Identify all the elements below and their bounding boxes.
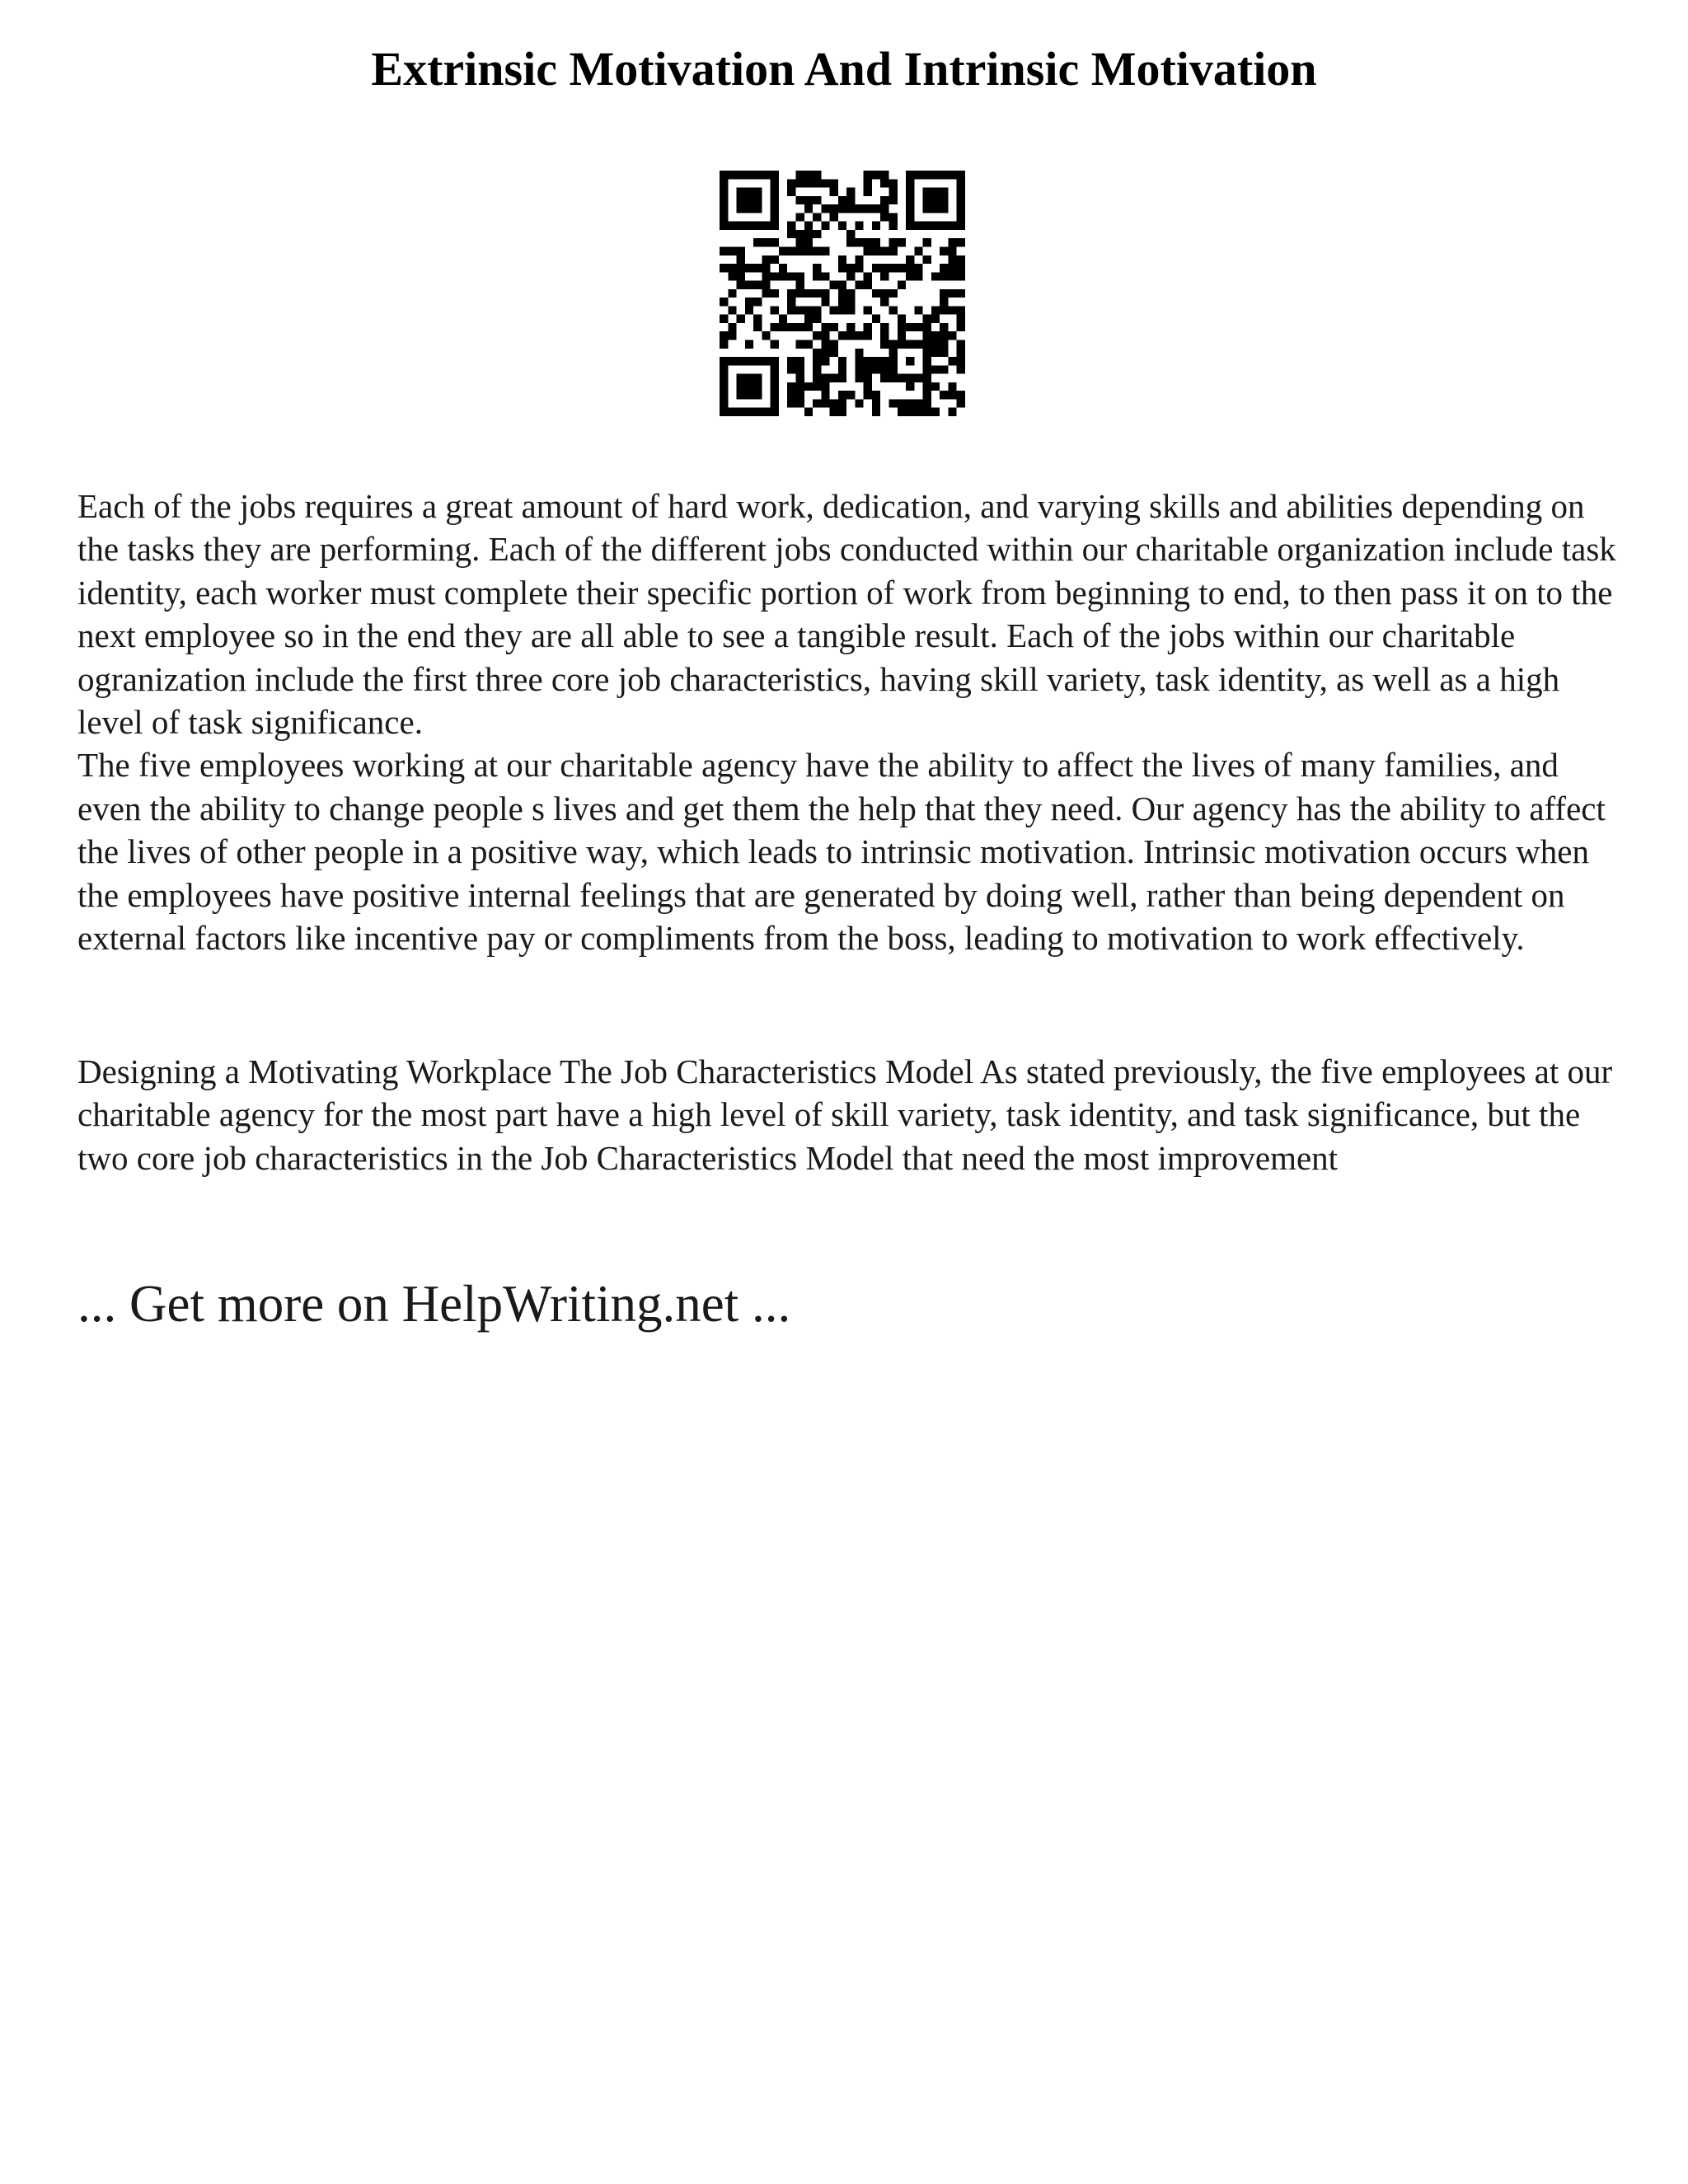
body-paragraph-1: Each of the jobs requires a great amount of hard work, dedication, and varying skills and abilities depending on the tasks they are performing. Each of the different jobs conducted within our charitable organization include task identity, each worker must complete their specific portion of work from beginning to end, to then pass it on to the next employee so in the end they are all able to see a tangible result. Each of the jobs within our charitable ogranization include the first three core job characteristics, having skill variety, task identity, as well as a high level of task significance. The five employees working at our charitable agency have the ability to affect the lives of many families, and even the ability to change people s lives and get them the help that they need. Our agency has the ability to affect the lives of other people in a positive way, which leads to intrinsic motivation. Intrinsic motivation occurs when the employees have positive internal feelings that are generated by doing well, rather than being dependent on external factors like incentive pay or compliments from the boss, leading to motivation to work effectively.	[77, 487, 1616, 958]
document-title: Extrinsic Motivation And Intrinsic Motivation	[371, 42, 1317, 96]
qr-code-icon	[720, 171, 965, 416]
qr-code	[720, 171, 965, 416]
get-more-link[interactable]: ... Get more on HelpWriting.net ...	[77, 1275, 791, 1333]
body-paragraph-2: Designing a Motivating Workplace The Job Characteristics Model As stated previously, the five employees at our charitable agency for the most part have a high level of skill variety, task identity, and task significance, but the two core job characteristics in the Job Characteristics Model that need the most improvement	[77, 1052, 1613, 1177]
